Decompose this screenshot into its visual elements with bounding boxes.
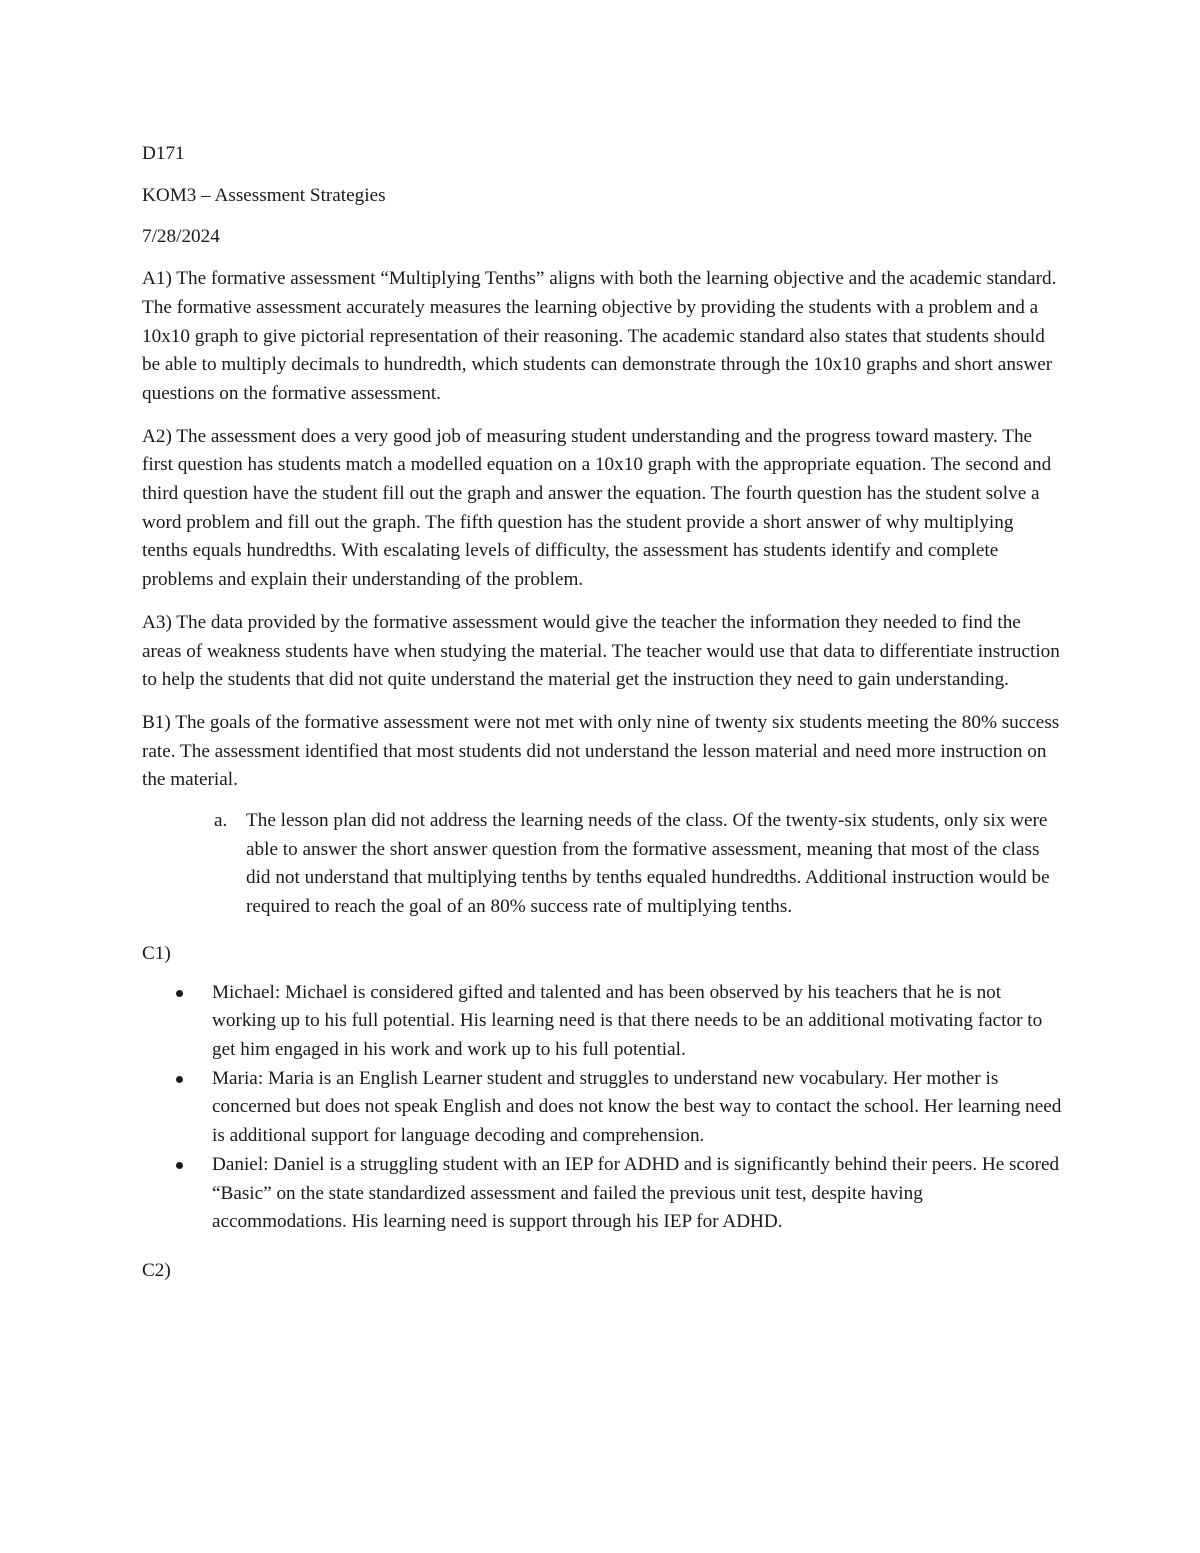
c1-bullet-list bbox=[142, 979, 1062, 1237]
b1-sub-list bbox=[142, 807, 1062, 922]
document-body bbox=[142, 140, 1062, 1300]
paragraph-a2: A2) The assessment does a very good job of measuring student understanding and the progress toward mastery. The first question has students match a modelled equation on a 10x10 graph with the appropriate equation. The second and third question have the student fill out the graph and answer the equation. The fourth question has the student solve a word problem and fill out the graph. The fifth question has the student provide a short answer of why multiplying tenths equals hundredths. With escalating levels of difficulty, the assessment has students identify and complete problems and explain their understanding of the problem. bbox=[142, 425, 1052, 591]
list-item bbox=[212, 1065, 1062, 1151]
heading-c1: C1) bbox=[142, 942, 171, 964]
list-item bbox=[214, 807, 1062, 922]
list-item-text: Maria: Maria is an English Learner student and struggles to understand new vocabulary. Her mother is concerned but does not speak English and does not know the best way to contact the school. Her learning need is additional support for language decoding and comprehension. bbox=[212, 1067, 1062, 1147]
list-item bbox=[212, 1151, 1062, 1237]
paragraph-a3: A3) The data provided by the formative assessment would give the teacher the information they needed to find the areas of weakness students have when studying the material. The teacher would use that data to differentiate instruction to help the students that did not quite understand the material get the instruction they need to gain understanding. bbox=[142, 611, 1060, 691]
bullet-icon bbox=[176, 1162, 183, 1169]
paragraph-b1: B1) The goals of the formative assessment were not met with only nine of twenty six students meeting the 80% success rate. The assessment identified that most students did not understand the lesson material and need more instruction on the material. bbox=[142, 711, 1060, 791]
document-date: 7/28/2024 bbox=[142, 226, 220, 248]
list-item-text: The lesson plan did not address the learning needs of the class. Of the twenty-six students, only six were able to answer the short answer question from the formative assessment, meaning that most of the class did not understand that multiplying tenths by tenths equaled hundredths. Additional instruction would be required to reach the goal of an 80% success rate of multiplying tenths. bbox=[246, 810, 1050, 918]
bullet-icon bbox=[176, 990, 183, 997]
list-marker: a. bbox=[214, 810, 228, 832]
paragraph-a1: A1) The formative assessment “Multiplying Tenths” aligns with both the learning objective and the academic standard. The formative assessment accurately measures the learning objective by providing the students with a problem and a 10x10 graph to give pictorial representation of their reasoning. The academic standard also states that students should be able to multiply decimals to hundredth, which students can demonstrate through the 10x10 graphs and short answer questions on the formative assessment. bbox=[142, 268, 1057, 404]
bullet-icon bbox=[176, 1076, 183, 1083]
list-item-text: Michael: Michael is considered gifted and talented and has been observed by his teachers that he is not working up to his full potential. His learning need is that there needs to be an additional motivating factor to get him engaged in his work and work up to his full potential. bbox=[212, 981, 1043, 1060]
course-code: D171 bbox=[142, 143, 185, 164]
heading-c2: C2) bbox=[142, 1259, 171, 1281]
list-item-text: Daniel: Daniel is a struggling student with an IEP for ADHD and is significantly behind their peers. He scored “Basic” on the state standardized assessment and failed the previous unit test, despite having accommodations. His learning need is support through his IEP for ADHD. bbox=[212, 1153, 1060, 1233]
document-title: KOM3 – Assessment Strategies bbox=[142, 184, 386, 206]
list-item bbox=[212, 979, 1062, 1065]
